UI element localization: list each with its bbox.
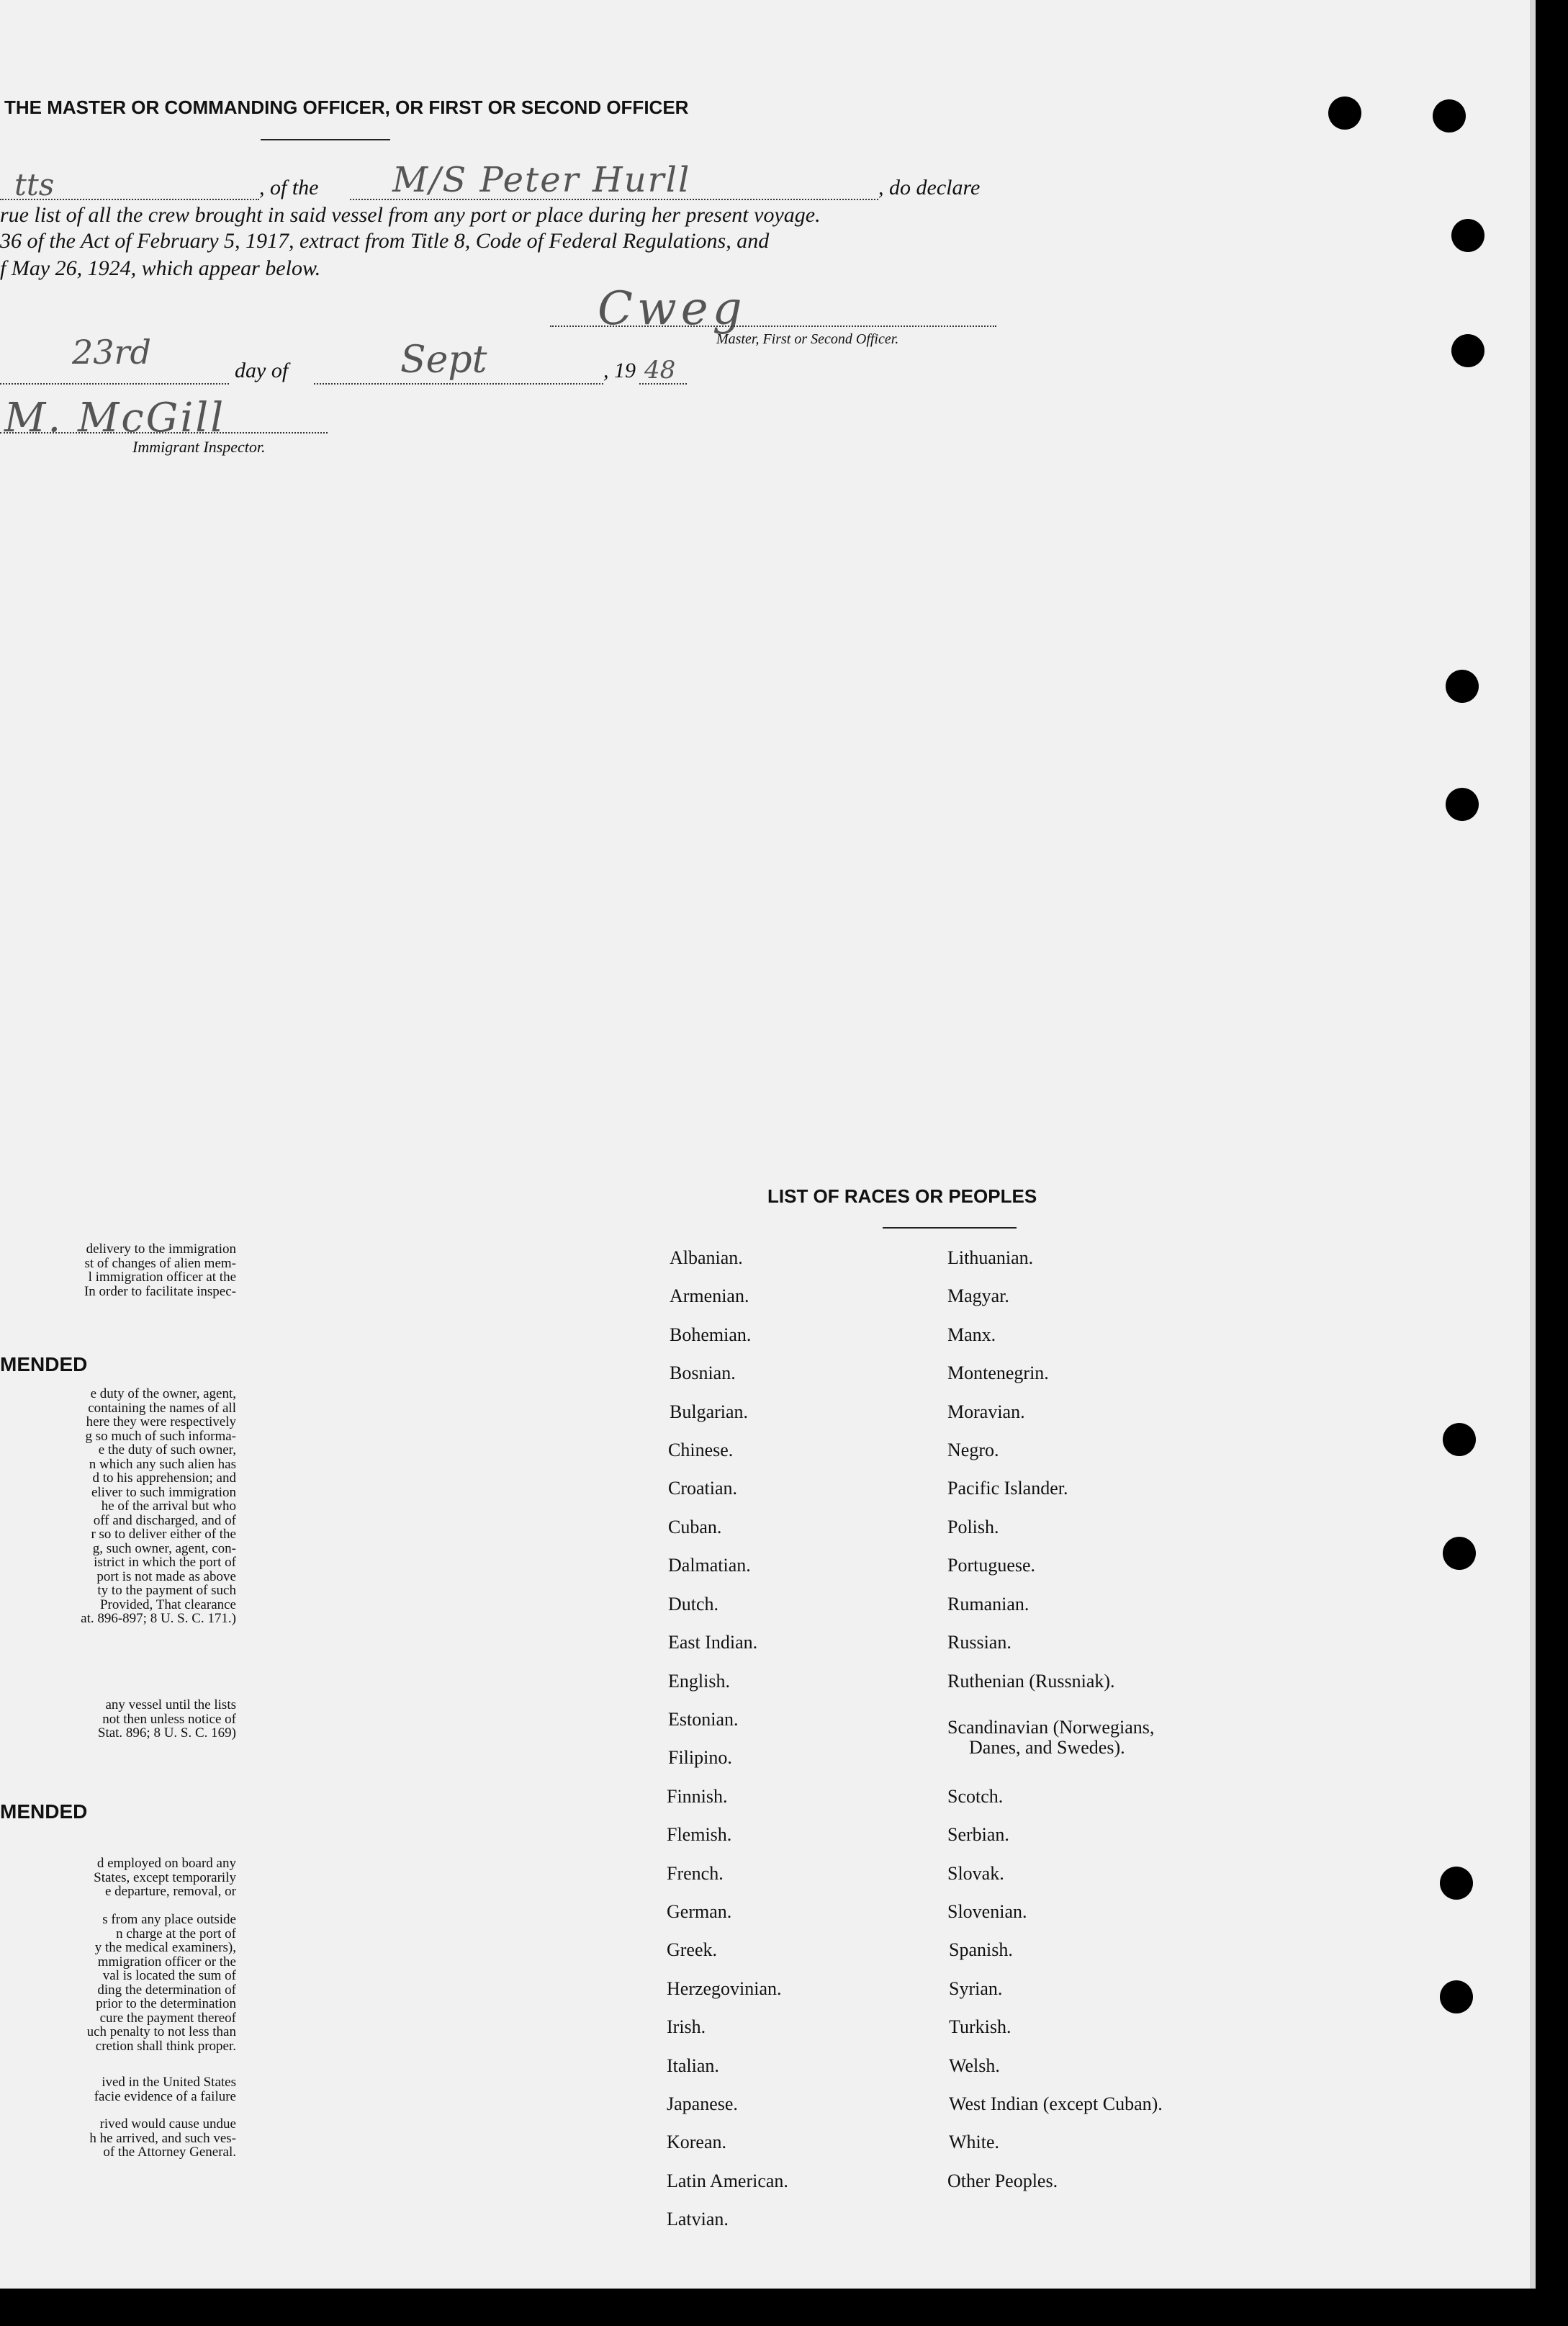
race-item: Manx. [947,1324,996,1345]
race-item: Latin American. [667,2170,788,2191]
punch-hole [1451,334,1484,367]
race-item: Spanish. [949,1939,1013,1960]
month-fill-line [314,383,603,385]
day-fill-line [0,383,229,385]
race-item: Albanian. [670,1247,743,1268]
race-item: Bulgarian. [670,1401,749,1422]
punch-hole [1440,1980,1473,2013]
races-title-underline [883,1227,1017,1229]
header-underline [261,139,390,140]
punch-hole [1443,1537,1476,1570]
race-item: Herzegovinian. [667,1978,782,1999]
race-item: Latvian. [667,2209,729,2230]
inspector-signature-line [0,432,328,434]
legal-block-6: ived in the United States facie evidence of a failure [94,2075,236,2103]
legal-block-5: s from any place outside n charge at the port of y the medical examiners), mmigration officer or the val is located the sum of ding the determination of prior to the determination cure the payment thereof uch penalty to not less than cretion shall think proper. [86,1913,236,2053]
race-item: Italian. [667,2055,719,2076]
race-item: Greek. [667,1939,718,1960]
race-item: Irish. [667,2016,706,2037]
page-edge [1530,0,1536,2289]
race-item: Turkish. [949,2016,1011,2037]
race-item: Serbian. [947,1824,1009,1845]
year-prefix: , 19 [603,359,636,382]
race-item: Cuban. [668,1517,722,1537]
day-of-text: day of [235,359,289,382]
master-signature: Cweg [598,282,747,336]
race-item: Magyar. [947,1285,1009,1306]
race-item: Lithuanian. [947,1247,1034,1268]
race-item: Negro. [947,1440,999,1460]
race-item: Armenian. [670,1285,749,1306]
name-fill-line [0,199,259,200]
races-list-title: LIST OF RACES OR PEOPLES [767,1185,1037,1207]
race-item: Scandinavian (Norwegians, [947,1717,1155,1738]
handwritten-day: 23rd [72,333,151,372]
race-item: Polish. [947,1517,999,1537]
handwritten-name: tts [14,167,55,202]
master-signature-line [550,325,996,327]
race-item: Syrian. [949,1978,1003,1999]
punch-hole [1440,1867,1473,1900]
race-item: Finnish. [667,1786,728,1807]
declaration-line-2: rue list of all the crew brought in said vessel from any port or place during her present voyage. [0,203,821,227]
race-item: West Indian (except Cuban). [949,2093,1163,2114]
declaration-line-4: f May 26, 1924, which appear below. [0,256,321,280]
race-item: White. [949,2132,1000,2152]
handwritten-month: Sept [400,338,487,382]
race-item: Dutch. [668,1594,719,1615]
punch-hole [1443,1423,1476,1456]
punch-hole [1328,96,1361,130]
race-item: Portuguese. [947,1555,1036,1576]
do-declare-text: , do declare [878,176,981,199]
legal-block-7: rived would cause undue h he arrived, and such ves- of the Attorney General. [89,2117,236,2160]
race-item: Other Peoples. [947,2170,1058,2191]
race-item: Moravian. [947,1401,1025,1422]
legal-block-4: d employed on board any States, except temporarily e departure, removal, or [94,1856,236,1899]
race-item: Slovenian. [947,1901,1027,1922]
race-item: Slovak. [947,1863,1004,1884]
punch-hole [1446,788,1479,821]
race-item: Pacific Islander. [947,1478,1068,1499]
legal-block-2: e duty of the owner, agent, containing the names of all here they were respectively g so much of such informa- e the duty of such owner, n which any such alien has d to his apprehension; and eliver to such immigration he of the arrival but who off and discharged, and of r so to deliver either of the g, such owner, agent, con- istrict in which the port of port is not made as above ty to the payment of such Provided, That clearance at. 896-897; 8 U. S. C. 171.) [81,1387,236,1626]
declaration-line-3: 36 of the Act of February 5, 1917, extract from Title 8, Code of Federal Regulations, and [0,229,770,253]
punch-hole [1451,219,1484,252]
race-item: Bohemian. [670,1324,752,1345]
of-the-text: , of the [259,176,319,199]
race-item: Ruthenian (Russniak). [947,1671,1115,1692]
race-item: Japanese. [667,2093,738,2114]
race-item: Rumanian. [947,1594,1029,1615]
race-item: Korean. [667,2132,727,2152]
race-item: Filipino. [668,1747,732,1768]
handwritten-vessel-name: M/S Peter Hurll [392,160,691,200]
race-item: Dalmatian. [668,1555,751,1576]
race-item: English. [668,1671,730,1692]
race-item: Chinese. [668,1440,734,1460]
legal-section-title-1: MENDED [0,1353,88,1375]
master-label: Master, First or Second Officer. [716,331,899,347]
handwritten-year: 48 [644,356,676,385]
race-item: Croatian. [668,1478,738,1499]
page-header-title: THE MASTER OR COMMANDING OFFICER, OR FIRST OR SECOND OFFICER [4,96,689,118]
vessel-fill-line [350,199,878,200]
punch-hole [1433,99,1466,133]
legal-block-3: any vessel until the lists not then unless notice of Stat. 896; 8 U. S. C. 169) [97,1698,236,1741]
race-item: Estonian. [668,1709,739,1730]
punch-hole [1446,670,1479,703]
inspector-label: Immigrant Inspector. [132,438,266,456]
race-item: Russian. [947,1632,1011,1653]
race-item: Welsh. [949,2055,1000,2076]
race-item: Montenegrin. [947,1362,1049,1383]
race-item: Scotch. [947,1786,1004,1807]
race-item: French. [667,1863,724,1884]
race-item: Bosnian. [670,1362,736,1383]
race-item: Danes, and Swedes). [969,1737,1125,1758]
inspector-signature: M. McGill [4,395,226,441]
legal-block-1: delivery to the immigration st of changes of alien mem- l immigration officer at the In order to facilitate inspec- [84,1242,236,1298]
race-item: Flemish. [667,1824,732,1845]
race-item: East Indian. [668,1632,758,1653]
race-item: German. [667,1901,732,1922]
year-fill-line [639,383,687,385]
legal-section-title-2: MENDED [0,1800,88,1823]
